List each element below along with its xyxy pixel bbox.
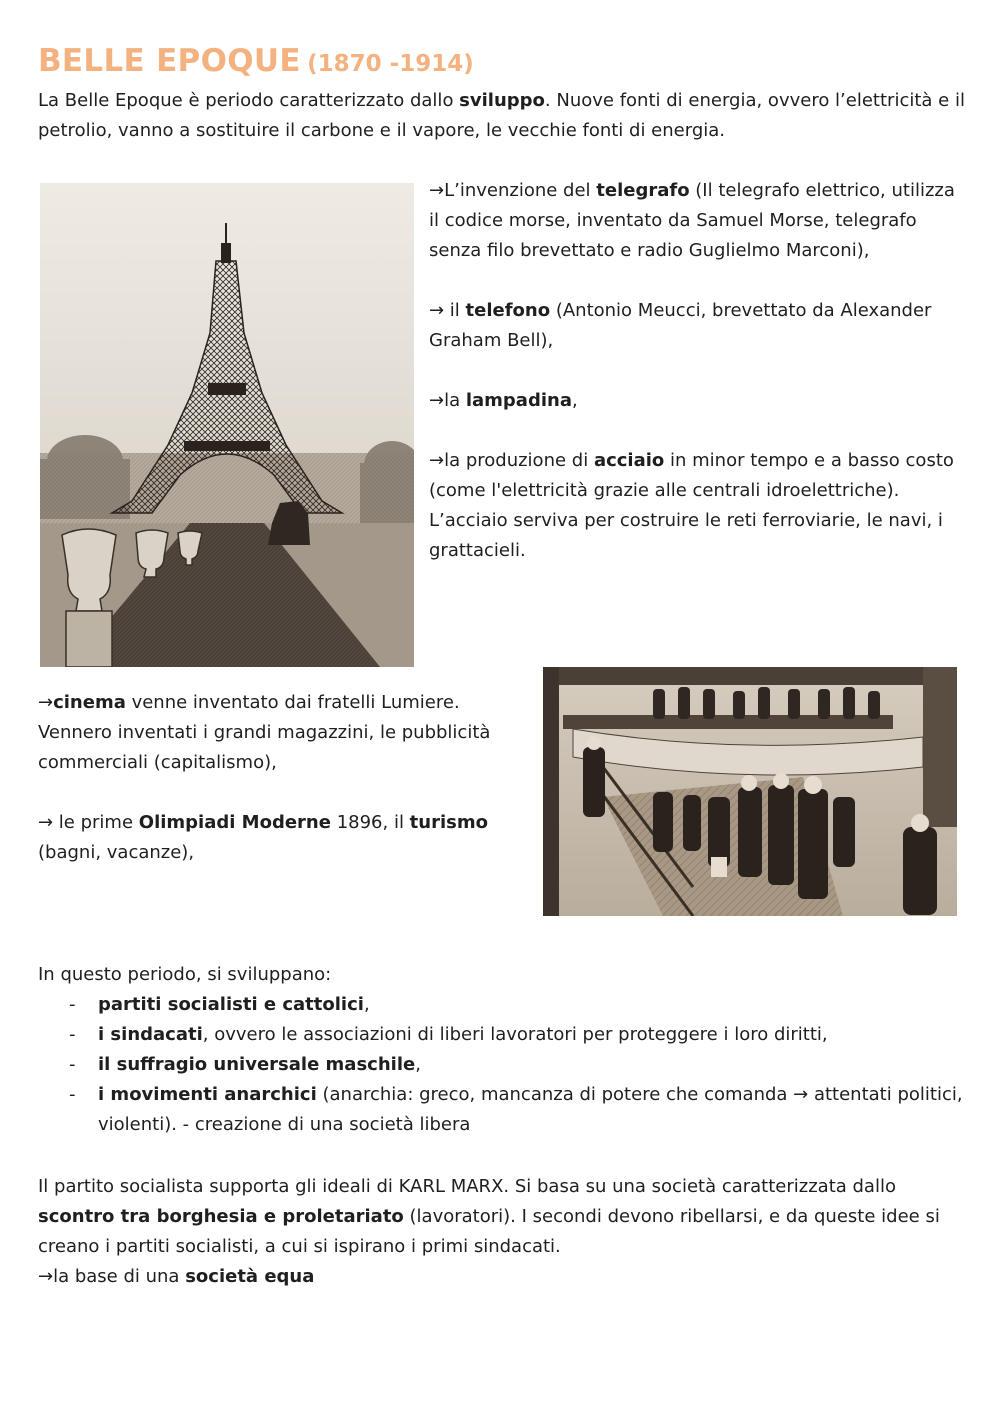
olimpiadi-mid: 1896, il — [330, 812, 410, 833]
olimpiadi-bold: Olimpiadi Moderne — [138, 812, 331, 833]
telefono-pre: → il — [429, 300, 466, 321]
inventions-list — [429, 176, 969, 566]
developments-lead: In questo periodo, si sviluppano: — [38, 964, 332, 985]
telegrafo-post: (Il telegrafo elettrico, utilizza il codice morse, inventato da Samuel Morse, telegrafo senza filo brevettato e radio Guglielmo Marconi), — [429, 180, 955, 261]
lampadina-bold: lampadina — [465, 390, 572, 411]
developments-list — [38, 990, 968, 1140]
telefono-post: (Antonio Meucci, brevettato da Alexander Graham Bell), — [429, 300, 932, 351]
item-text: (anarchia: greco, mancanza di potere che comanda → attentati politici, violenti). - creazione di una società libera — [98, 1084, 963, 1135]
dash-bullet: - — [69, 1054, 76, 1075]
title-main: BELLE EPOQUE — [38, 43, 301, 79]
acciaio-pre: →la produzione di — [429, 450, 594, 471]
socialism-text — [38, 1172, 968, 1262]
telefono-bold: telefono — [465, 300, 551, 321]
invention-telegrafo — [429, 176, 969, 266]
eiffel-tower-image — [40, 183, 414, 667]
cinema-pre: → — [38, 692, 54, 713]
item-text: , — [415, 1054, 421, 1075]
telegrafo-bold: telegrafo — [596, 180, 690, 201]
socialism-t3: →la base di una — [38, 1266, 186, 1287]
olimpiadi-pre: → le prime — [38, 812, 139, 833]
item-bold: i movimenti anarchici — [98, 1084, 317, 1105]
socialism-t2: (lavoratori). I secondi devono ribellarsi, e da queste idee si creano i partiti socialisti, a cui si ispirano i primi sindacati. — [38, 1206, 940, 1257]
title-dates: (1870 -1914) — [307, 51, 474, 77]
culture-olimpiadi — [38, 808, 518, 868]
list-item — [38, 990, 968, 1020]
intro-text: La Belle Epoque è periodo caratterizzato dallo — [38, 90, 460, 111]
dash-bullet: - — [69, 994, 76, 1015]
ferry-passengers-photo — [543, 667, 957, 916]
telegrafo-pre: →L’invenzione del — [429, 180, 597, 201]
intro-text-2: . Nuove fonti di energia, ovvero l’elettricità e il petrolio, vanno a sostituire il carbone e il vapore, le vecchie fonti di energia. — [38, 90, 965, 141]
list-item — [38, 1020, 968, 1050]
socialism-bold: scontro tra borghesia e proletariato — [38, 1206, 404, 1227]
item-text: , ovvero le associazioni di liberi lavoratori per proteggere i loro diritti, — [202, 1024, 828, 1045]
culture-list — [38, 688, 518, 868]
intro-bold: sviluppo — [459, 90, 545, 111]
socialism-conclusion — [38, 1262, 968, 1292]
cinema-post: venne inventato dai fratelli Lumiere. Vennero inventati i grandi magazzini, le pubblicità commerciali (capitalismo), — [38, 692, 491, 773]
list-item — [38, 1050, 968, 1080]
lampadina-post: , — [571, 390, 578, 411]
socialism-t1: Il partito socialista supporta gli ideali di KARL MARX. Si basa su una società caratterizzata dallo — [38, 1176, 896, 1197]
invention-lampadina — [429, 386, 969, 416]
socialism-paragraph — [38, 1172, 968, 1292]
invention-acciaio — [429, 446, 969, 566]
dash-bullet: - — [69, 1084, 76, 1105]
dash-bullet: - — [69, 1024, 76, 1045]
invention-telefono — [429, 296, 969, 356]
acciaio-bold: acciaio — [593, 450, 665, 471]
page-title — [38, 38, 474, 84]
culture-cinema — [38, 688, 518, 778]
lampadina-pre: →la — [429, 390, 466, 411]
item-bold: partiti socialisti e cattolici — [98, 994, 364, 1015]
turismo-bold: turismo — [409, 812, 488, 833]
item-text: , — [363, 994, 370, 1015]
olimpiadi-post: (bagni, vacanze), — [38, 842, 195, 863]
societa-equa-bold: società equa — [185, 1266, 315, 1287]
acciaio-post: in minor tempo e a basso costo (come l'elettricità grazie alle centrali idroelettriche). L’acciaio serviva per costruire le reti ferroviarie, le navi, i grattacieli. — [429, 450, 954, 561]
list-item — [38, 1080, 968, 1140]
intro-paragraph — [38, 86, 968, 146]
cinema-bold: cinema — [53, 692, 126, 713]
item-bold: il suffragio universale maschile — [98, 1054, 416, 1075]
item-bold: i sindacati — [98, 1024, 203, 1045]
